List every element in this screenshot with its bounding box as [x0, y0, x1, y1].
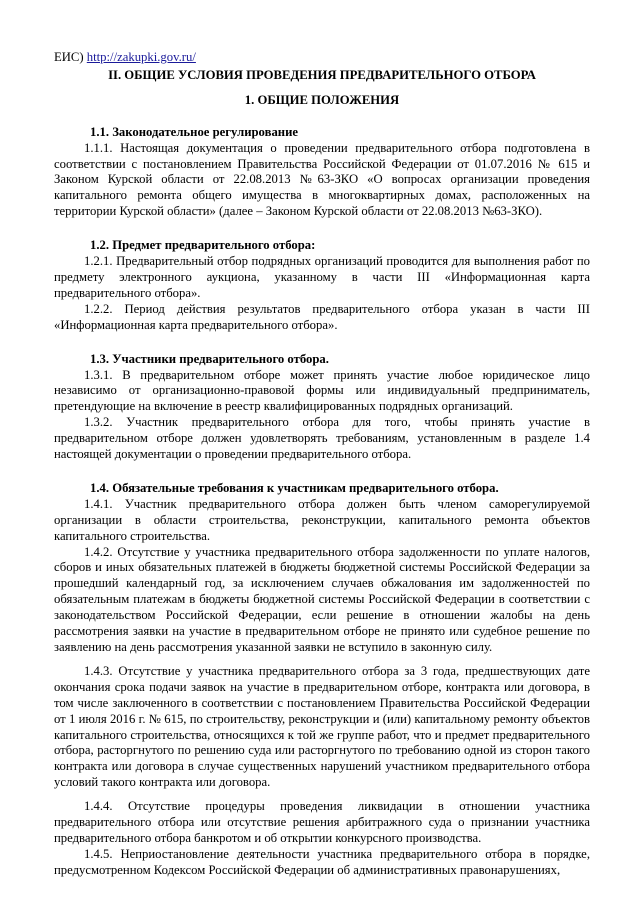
- paragraph-1-3-1: 1.3.1. В предварительном отборе может принять участие любое юридическое лицо независимо от организационно-правовой формы или индивидуальный предприниматель, претендующие на включение в реестр квалифицированных подрядных организаций.: [54, 367, 590, 414]
- heading-1-4: 1.4. Обязательные требования к участникам предварительного отбора.: [90, 480, 499, 495]
- paragraph-1-2-1: 1.2.1. Предварительный отбор подрядных организаций проводится для выполнения работ по предмету электронного аукциона, указанному в части III «Информационная карта предварительного отбора».: [54, 254, 590, 300]
- paragraph-1-1-1: 1.1.1. Настоящая документация о проведении предварительного отбора подготовлена в соответствии с постановлением Правительства Российской Федерации от 01.07.2016 № 615 и Законом Курской области от 22.08.2013 №63-ЗКО «О вопросах организации проведения капитального ремонта общего имущества в многоквартирных домах, расположенных на территории Курской области» (далее – Законом Курской области от 22.08.2013 №63-ЗКО).: [54, 140, 590, 219]
- paragraph-1-4-4: 1.4.4. Отсутствие процедуры проведения ликвидации в отношении участника предварительного отбора или отсутствие решения арбитражного суда о признании участника предварительного отбора банкротом и об открытии конкурсного производства.: [54, 799, 590, 845]
- sub-title: 1. ОБЩИЕ ПОЛОЖЕНИЯ: [244, 92, 400, 107]
- heading-1-1: 1.1. Законодательное регулирование: [90, 124, 299, 139]
- section-title: II. ОБЩИЕ УСЛОВИЯ ПРОВЕДЕНИЯ ПРЕДВАРИТЕЛЬНОГО ОТБОРА: [108, 67, 536, 82]
- paragraph-1-4-1: 1.4.1. Участник предварительного отбора должен быть членом саморегулируемой организации в области строительства, реконструкции, капитального ремонта объектов капитального строительства.: [54, 496, 590, 543]
- heading-1-3: 1.3. Участники предварительного отбора.: [90, 351, 329, 366]
- paragraph-1-4-2: 1.4.2. Отсутствие у участника предварительного отбора задолженности по уплате налогов, сборов и иных обязательных платежей в бюджеты бюджетной системы Российской Федерации за прошедший календарный год, за исключением случаев обжалования им задолженностей по обязательным платежам в бюджеты бюджетной системы Российской Федерации в соответствии с законодательством Российской Федерации, если решение в отношении жалобы на день рассмотрения заявки на участие в предварительном отборе не принято или судебное решение по заявлению на день рассмотрения указанной заявки не вступило в законную силу.: [54, 544, 590, 654]
- header-line: [54, 50, 590, 66]
- paragraph-1-2-2: 1.2.2. Период действия результатов предварительного отбора указан в части III «Информационная карта предварительного отбора».: [54, 301, 590, 332]
- heading-1-2: 1.2. Предмет предварительного отбора:: [90, 238, 316, 253]
- header-prefix: ЕИС): [54, 50, 87, 64]
- paragraph-1-3-2: 1.3.2. Участник предварительного отбора для того, чтобы принять участие в предварительном отборе должен удовлетворять требованиям, установленным в разделе 1.4 настоящей документации о проведении предварительного отбора.: [54, 415, 590, 462]
- document-content: [54, 50, 590, 879]
- zakupki-link[interactable]: http://zakupki.gov.ru/: [86, 50, 196, 64]
- paragraph-1-4-5: 1.4.5. Неприостановление деятельности участника предварительного отбора в порядке, предусмотренном Кодексом Российской Федерации об административных правонарушениях,: [54, 846, 590, 877]
- paragraph-1-4-3: 1.4.3. Отсутствие у участника предварительного отбора за 3 года, предшествующих дате окончания срока подачи заявок на участие в предварительном отборе, контракта или договора, в том числе заключенного в соответствии с постановлением Правительства Российской Федерации от 1 июля 2016 г. № 615, по строительству, реконструкции и (или) капитальному ремонту объектов капитального строительства, относящихся к той же группе работ, что и предмет предварительного отбора, расторгнутого по решению суда или расторгнутого по требованию одной из сторон такого контракта или договора в случае существенных нарушений участником предварительного отбора условий такого контракта или договора.: [54, 663, 590, 790]
